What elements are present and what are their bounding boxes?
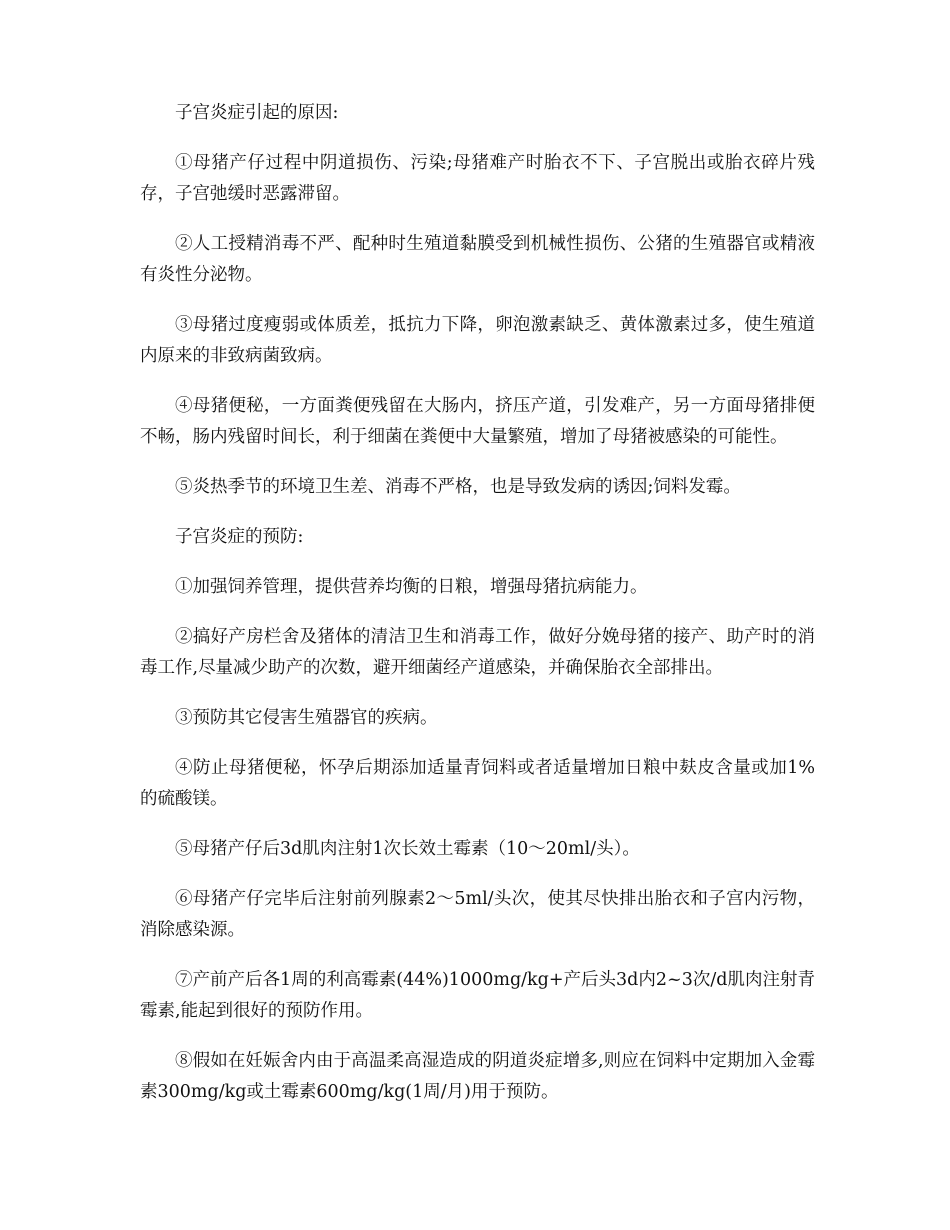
prevention-item-8: ⑧假如在妊娠舍内由于高温柔高湿造成的阴道炎症增多,则应在饲料中定期加入金霉素300mg/kg或土霉素600mg/kg(1周/月)用于预防。 (140, 1051, 815, 1102)
cause-item-2: ②人工授精消毒不严、配种时生殖道黏膜受到机械性损伤、公猪的生殖器官或精液有炎性分泌物。 (140, 234, 815, 285)
prevention-item-6: ⑥母猪产仔完毕后注射前列腺素2～5ml/头次，使其尽快排出胎衣和子宫内污物，消除感染源。 (140, 889, 815, 940)
cause-item-4: ④母猪便秘，一方面粪便残留在大肠内，挤压产道，引发难产，另一方面母猪排便不畅，肠内残留时间长，利于细菌在粪便中大量繁殖，增加了母猪被感染的可能性。 (140, 396, 815, 447)
cause-item-1: ①母猪产仔过程中阴道损伤、污染;母猪难产时胎衣不下、子宫脱出或胎衣碎片残存，子宫弛缓时恶露滞留。 (140, 153, 815, 204)
prevention-item-2: ②搞好产房栏舍及猪体的清洁卫生和消毒工作，做好分娩母猪的接产、助产时的消毒工作,尽量减少助产的次数，避开细菌经产道感染，并确保胎衣全部排出。 (140, 627, 815, 678)
section-heading-prevention: 子宫炎症的预防: (175, 527, 304, 547)
prevention-item-4: ④防止母猪便秘，怀孕后期添加适量青饲料或者适量增加日粮中麸皮含量或加1%的硫酸镁。 (140, 758, 815, 809)
cause-item-3: ③母猪过度瘦弱或体质差，抵抗力下降，卵泡激素缺乏、黄体激素过多，使生殖道内原来的非致病菌致病。 (140, 315, 815, 366)
prevention-item-1: ①加强饲养管理，提供营养均衡的日粮，增强母猪抗病能力。 (175, 577, 648, 597)
prevention-item-3: ③预防其它侵害生殖器官的疾病。 (175, 708, 438, 728)
cause-item-5: ⑤炎热季节的环境卫生差、消毒不严格，也是导致发病的诱因;饲料发霉。 (175, 477, 741, 497)
prevention-item-7: ⑦产前产后各1周的利高霉素(44%)1000mg/kg+产后头3d内2~3次/d肌肉注射青霉素,能起到很好的预防作用。 (140, 970, 815, 1021)
document-page (140, 98, 815, 1127)
section-heading-causes: 子宫炎症引起的原因: (175, 103, 339, 123)
prevention-item-5: ⑤母猪产仔后3d肌肉注射1次长效土霉素（10～20ml/头）。 (175, 839, 640, 859)
